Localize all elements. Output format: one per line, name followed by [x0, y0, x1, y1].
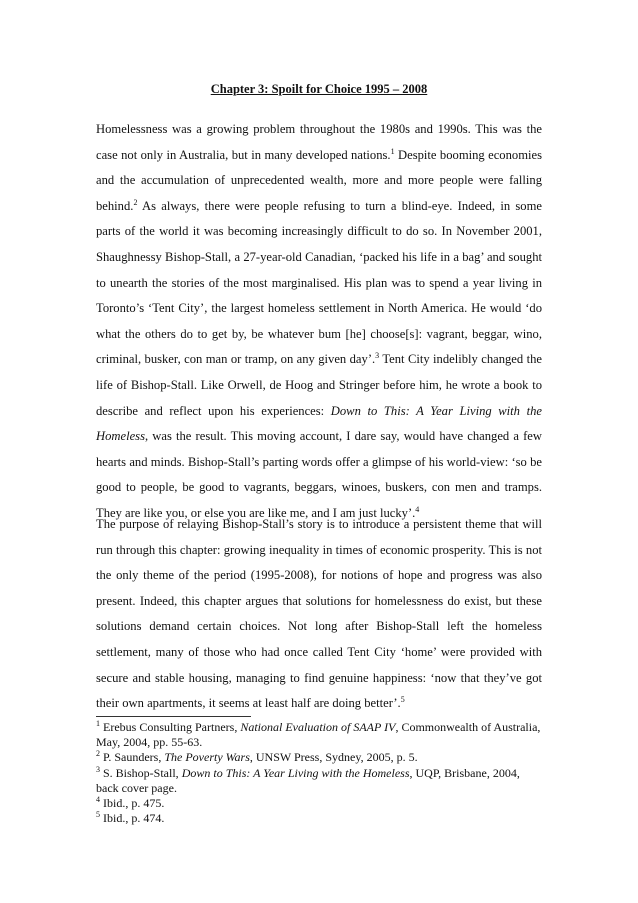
footnote-text: Erebus Consulting Partners,	[100, 720, 241, 734]
footnote-number: 4	[96, 795, 100, 805]
footnote-text: , UQP, Brisbane, 2004, back cover page.	[96, 765, 520, 795]
footnote-text: P. Saunders,	[100, 750, 165, 765]
footnote	[96, 766, 542, 796]
footnote-title: Down to This: A Year Living with the Homeless	[181, 765, 410, 780]
footnote	[96, 750, 542, 765]
chapter-title: Chapter 3: Spoilt for Choice 1995 – 2008	[210, 82, 428, 96]
footnote	[96, 796, 542, 811]
footnote-text: S. Bishop-Stall,	[100, 765, 182, 780]
footnote-text: , Commonwealth of Australia, May, 2004, pp. 55-63.	[96, 720, 541, 750]
footnote-marker[interactable]: 4	[415, 504, 420, 514]
footnote	[96, 811, 542, 826]
footnote-title: The Poverty Wars	[164, 750, 250, 765]
paragraph-text: The purpose of relaying Bishop-Stall’s story is to introduce a persistent theme that will run through this chapter: growing inequality in times of economic prosperity. This is not the only theme of the period (1995-2008), for notions of hope and progress was also present. Indeed, this chapter argues that solutions for homelessness do exist, but these solutions demand certain choices. Not long after Bishop-Stall left the homeless settlement, many of those who had once called Tent City ‘home’ were provided with secure and stable housing, managing to find genuine happiness: ‘now that they’ve got their own apartments, it seems at least half are doing better’.	[96, 517, 542, 711]
footnote-number: 2	[96, 749, 100, 759]
body-paragraph-2	[96, 512, 542, 717]
footnote-marker[interactable]: 5	[400, 694, 405, 704]
footnotes	[96, 720, 542, 826]
footnote-number: 3	[96, 764, 100, 774]
footnote-number: 5	[96, 810, 100, 820]
footnote-text: Ibid., p. 475.	[100, 796, 165, 811]
paragraph-text: Homelessness was a growing problem throughout the 1980s and 1990s. This was the case not only in Australia, but in many developed nations.	[96, 122, 542, 162]
paragraph-text: Despite booming economies and the accumulation of unprecedented wealth, more and more people were falling behind.	[96, 147, 542, 213]
paragraph-text: Tent City indelibly changed the life of Bishop-Stall. Like Orwell, de Hoog and Stringer before him, he wrote a book to describe and reflect upon his experiences:	[96, 352, 542, 418]
footnote-marker[interactable]: 3	[375, 351, 380, 361]
paragraph-text: , was the result. This moving account, I dare say, would have changed a few hearts and minds. Bishop-Stall’s parting words offer a glimpse of his world-view: ‘so be good to people, be good to vagrants, beggars, winoes, buskers, con men and tramps. They are like you, or else you are like me, and I am just lucky’.	[96, 429, 542, 520]
footnote-text: Ibid., p. 474.	[100, 811, 165, 826]
book-title: Down to This: A Year Living with the Homeless	[96, 403, 542, 444]
paragraph-text: As always, there were people refusing to turn a blind-eye. Indeed, in some parts of the world it was becoming increasingly difficult to do so. In November 2001, Shaughnessy Bishop-Stall, a 27-year-old Canadian, ‘packed his life in a bag’ and sought to unearth the stories of the most marginalised. His plan was to spend a year living in Toronto’s ‘Tent City’, the largest homeless settlement in North America. He would ‘do what the others do to get by, be whatever bum [he] choose[s]: vagrant, beggar, wino, criminal, busker, con man or tramp, on any given day’.	[96, 198, 542, 367]
footnote-separator	[96, 716, 251, 717]
footnote-marker[interactable]: 2	[133, 197, 138, 207]
body-paragraph-1	[96, 117, 542, 527]
footnote-number: 1	[96, 719, 100, 728]
footnote	[96, 720, 542, 750]
footnote-title: National Evaluation of SAAP IV	[240, 720, 396, 734]
footnote-marker[interactable]: 1	[390, 146, 395, 156]
footnote-text: , UNSW Press, Sydney, 2005, p. 5.	[249, 750, 418, 765]
